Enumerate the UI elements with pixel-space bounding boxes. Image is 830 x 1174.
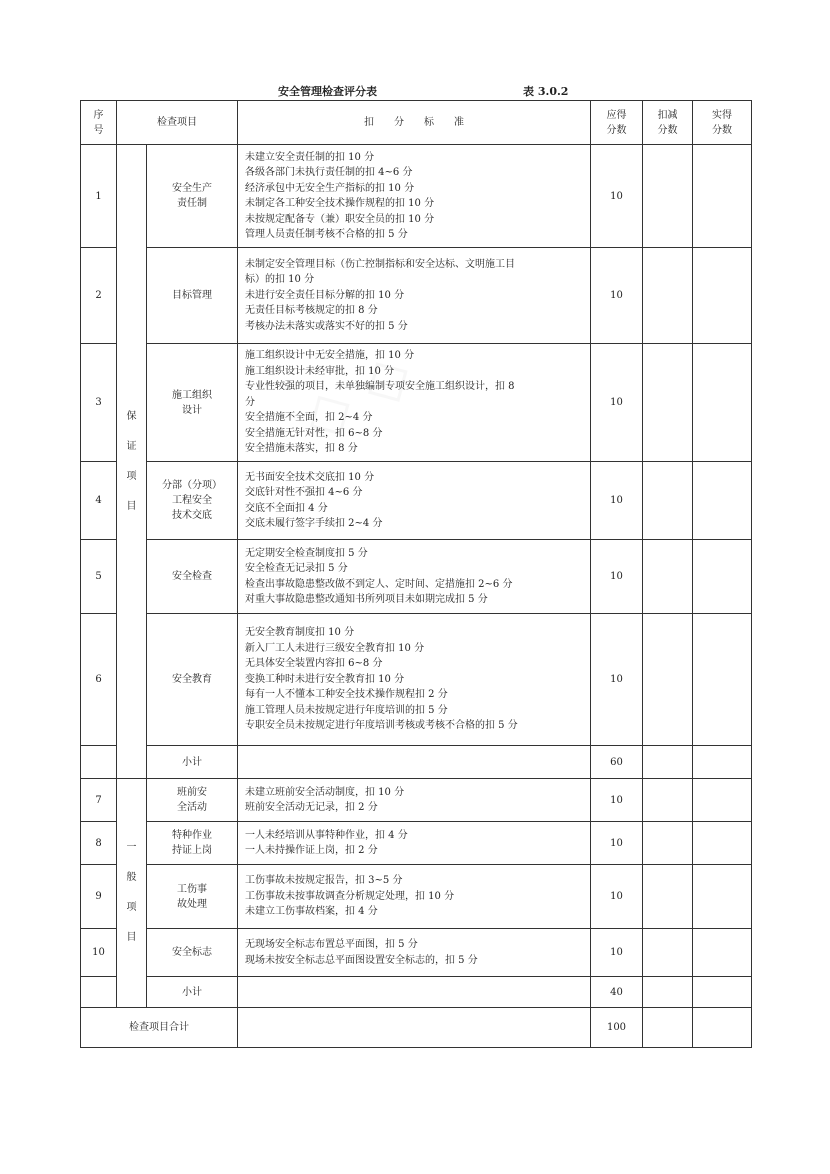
item-name: 安全标志 (147, 929, 238, 977)
empty-cell (81, 746, 117, 779)
criteria-cell: 工伤事故未按规定报告，扣 3~5 分 工伤事故未按事故调查分析规定处理，扣 10 分 未建立工伤事故档案，扣 4 分 (238, 865, 591, 929)
due-score: 10 (591, 865, 643, 929)
criteria-cell: 未制定安全管理目标（伤亡控制指标和安全达标、文明施工目 标）的扣 10 分 未进行安全责任目标分解的扣 10 分 无责任目标考核规定的扣 8 分 考核办法未落实或落实不好的扣 5 分 (238, 248, 591, 344)
criteria-cell: 无定期安全检查制度扣 5 分 安全检查无记录扣 5 分 检查出事故隐患整改做不到定人、定时间、定措施扣 2~6 分 对重大事故隐患整改通知书所列项目未如期完成扣 5 分 (238, 540, 591, 614)
deduct-score[interactable] (643, 977, 693, 1008)
due-score: 10 (591, 822, 643, 865)
item-name: 施工组织 设计 (147, 344, 238, 462)
row-number: 9 (81, 865, 117, 929)
due-score: 10 (591, 540, 643, 614)
table-row (81, 929, 752, 977)
total-label: 检查项目合计 (81, 1008, 238, 1048)
actual-score[interactable] (693, 540, 752, 614)
actual-score[interactable] (693, 145, 752, 248)
due-score: 10 (591, 248, 643, 344)
due-score: 10 (591, 614, 643, 746)
table-row (81, 462, 752, 540)
criteria-cell: 一人未经培训从事特种作业，扣 4 分 一人未持操作证上岗，扣 2 分 (238, 822, 591, 865)
actual-score[interactable] (693, 614, 752, 746)
item-name: 安全检查 (147, 540, 238, 614)
table-row (81, 779, 752, 822)
header-deduct-score: 扣减 分数 (643, 101, 693, 145)
total-row (81, 1008, 752, 1048)
deduct-score[interactable] (643, 248, 693, 344)
deduct-score[interactable] (643, 929, 693, 977)
deduct-score[interactable] (643, 344, 693, 462)
header-item: 检查项目 (117, 101, 238, 145)
row-number: 6 (81, 614, 117, 746)
row-number: 1 (81, 145, 117, 248)
subtotal-row (81, 977, 752, 1008)
header-row (81, 101, 752, 145)
score-table (80, 100, 752, 1048)
item-name: 安全生产 责任制 (147, 145, 238, 248)
row-number: 7 (81, 779, 117, 822)
deduct-score[interactable] (643, 822, 693, 865)
subtotal-row (81, 746, 752, 779)
actual-score[interactable] (693, 865, 752, 929)
due-score: 10 (591, 929, 643, 977)
due-score: 10 (591, 145, 643, 248)
actual-score[interactable] (693, 248, 752, 344)
empty-cell (238, 1008, 591, 1048)
deduct-score[interactable] (643, 746, 693, 779)
item-name: 安全教育 (147, 614, 238, 746)
subtotal-score: 40 (591, 977, 643, 1008)
item-name: 班前安 全活动 (147, 779, 238, 822)
criteria-cell: 无安全教育制度扣 10 分 新入厂工人未进行三级安全教育扣 10 分 无具体安全装置内容扣 6~8 分 变换工种时未进行安全教育扣 10 分 每有一人不懂本工种安全技术操作规程扣 2 分 施工管理人员未按规定进行年度培训的扣 5 分 专职安全员未按规定进行年度培训考核或考核不合格的扣 5 分 (238, 614, 591, 746)
header-criteria: 扣 分 标 准 (238, 101, 591, 145)
category-general: 一 般 项 目 (117, 779, 147, 1008)
row-number: 3 (81, 344, 117, 462)
due-score: 10 (591, 779, 643, 822)
table-number: 表 3.0.2 (523, 85, 569, 98)
subtotal-score: 60 (591, 746, 643, 779)
empty-cell (81, 977, 117, 1008)
item-name: 目标管理 (147, 248, 238, 344)
actual-score[interactable] (693, 462, 752, 540)
actual-score[interactable] (693, 1008, 752, 1048)
empty-cell (238, 977, 591, 1008)
criteria-cell: 无现场安全标志布置总平面图，扣 5 分 现场未按安全标志总平面图设置安全标志的，扣 5 分 (238, 929, 591, 977)
header-seq: 序 号 (81, 101, 117, 145)
deduct-score[interactable] (643, 540, 693, 614)
row-number: 8 (81, 822, 117, 865)
actual-score[interactable] (693, 779, 752, 822)
actual-score[interactable] (693, 344, 752, 462)
empty-cell (238, 746, 591, 779)
table-row (81, 540, 752, 614)
row-number: 4 (81, 462, 117, 540)
deduct-score[interactable] (643, 462, 693, 540)
row-number: 10 (81, 929, 117, 977)
table-row (81, 145, 752, 248)
table-row (81, 822, 752, 865)
item-name: 分部（分项） 工程安全 技术交底 (147, 462, 238, 540)
table-row (81, 614, 752, 746)
header-due-score: 应得 分数 (591, 101, 643, 145)
actual-score[interactable] (693, 977, 752, 1008)
deduct-score[interactable] (643, 1008, 693, 1048)
due-score: 10 (591, 462, 643, 540)
actual-score[interactable] (693, 929, 752, 977)
header-actual-score: 实得 分数 (693, 101, 752, 145)
deduct-score[interactable] (643, 865, 693, 929)
table-row (81, 344, 752, 462)
item-name: 工伤事 故处理 (147, 865, 238, 929)
criteria-cell: 无书面安全技术交底扣 10 分 交底针对性不强扣 4~6 分 交底不全面扣 4 分 交底未履行签字手续扣 2~4 分 (238, 462, 591, 540)
criteria-cell: 施工组织设计中无安全措施，扣 10 分 施工组织设计未经审批，扣 10 分 专业性较强的项目，未单独编制专项安全施工组织设计，扣 8 分 安全措施不全面，扣 2~4 分 安全措施无针对性，扣 6~8 分 安全措施未落实，扣 8 分 (238, 344, 591, 462)
row-number: 2 (81, 248, 117, 344)
row-number: 5 (81, 540, 117, 614)
table-row (81, 248, 752, 344)
deduct-score[interactable] (643, 145, 693, 248)
title-bar (0, 83, 830, 101)
subtotal-label: 小计 (147, 977, 238, 1008)
deduct-score[interactable] (643, 614, 693, 746)
total-score: 100 (591, 1008, 643, 1048)
criteria-cell: 未建立安全责任制的扣 10 分 各级各部门未执行责任制的扣 4~6 分 经济承包中无安全生产指标的扣 10 分 未制定各工种安全技术操作规程的扣 10 分 未按规定配备专（兼）职安全员的扣 10 分 管理人员责任制考核不合格的扣 5 分 (238, 145, 591, 248)
item-name: 特种作业 持证上岗 (147, 822, 238, 865)
table-row (81, 865, 752, 929)
criteria-cell: 未建立班前安全活动制度，扣 10 分 班前安全活动无记录，扣 2 分 (238, 779, 591, 822)
due-score: 10 (591, 344, 643, 462)
actual-score[interactable] (693, 822, 752, 865)
actual-score[interactable] (693, 746, 752, 779)
deduct-score[interactable] (643, 779, 693, 822)
category-guarantee: 保 证 项 目 (117, 145, 147, 779)
subtotal-label: 小计 (147, 746, 238, 779)
page-title: 安全管理检查评分表 (278, 85, 377, 98)
